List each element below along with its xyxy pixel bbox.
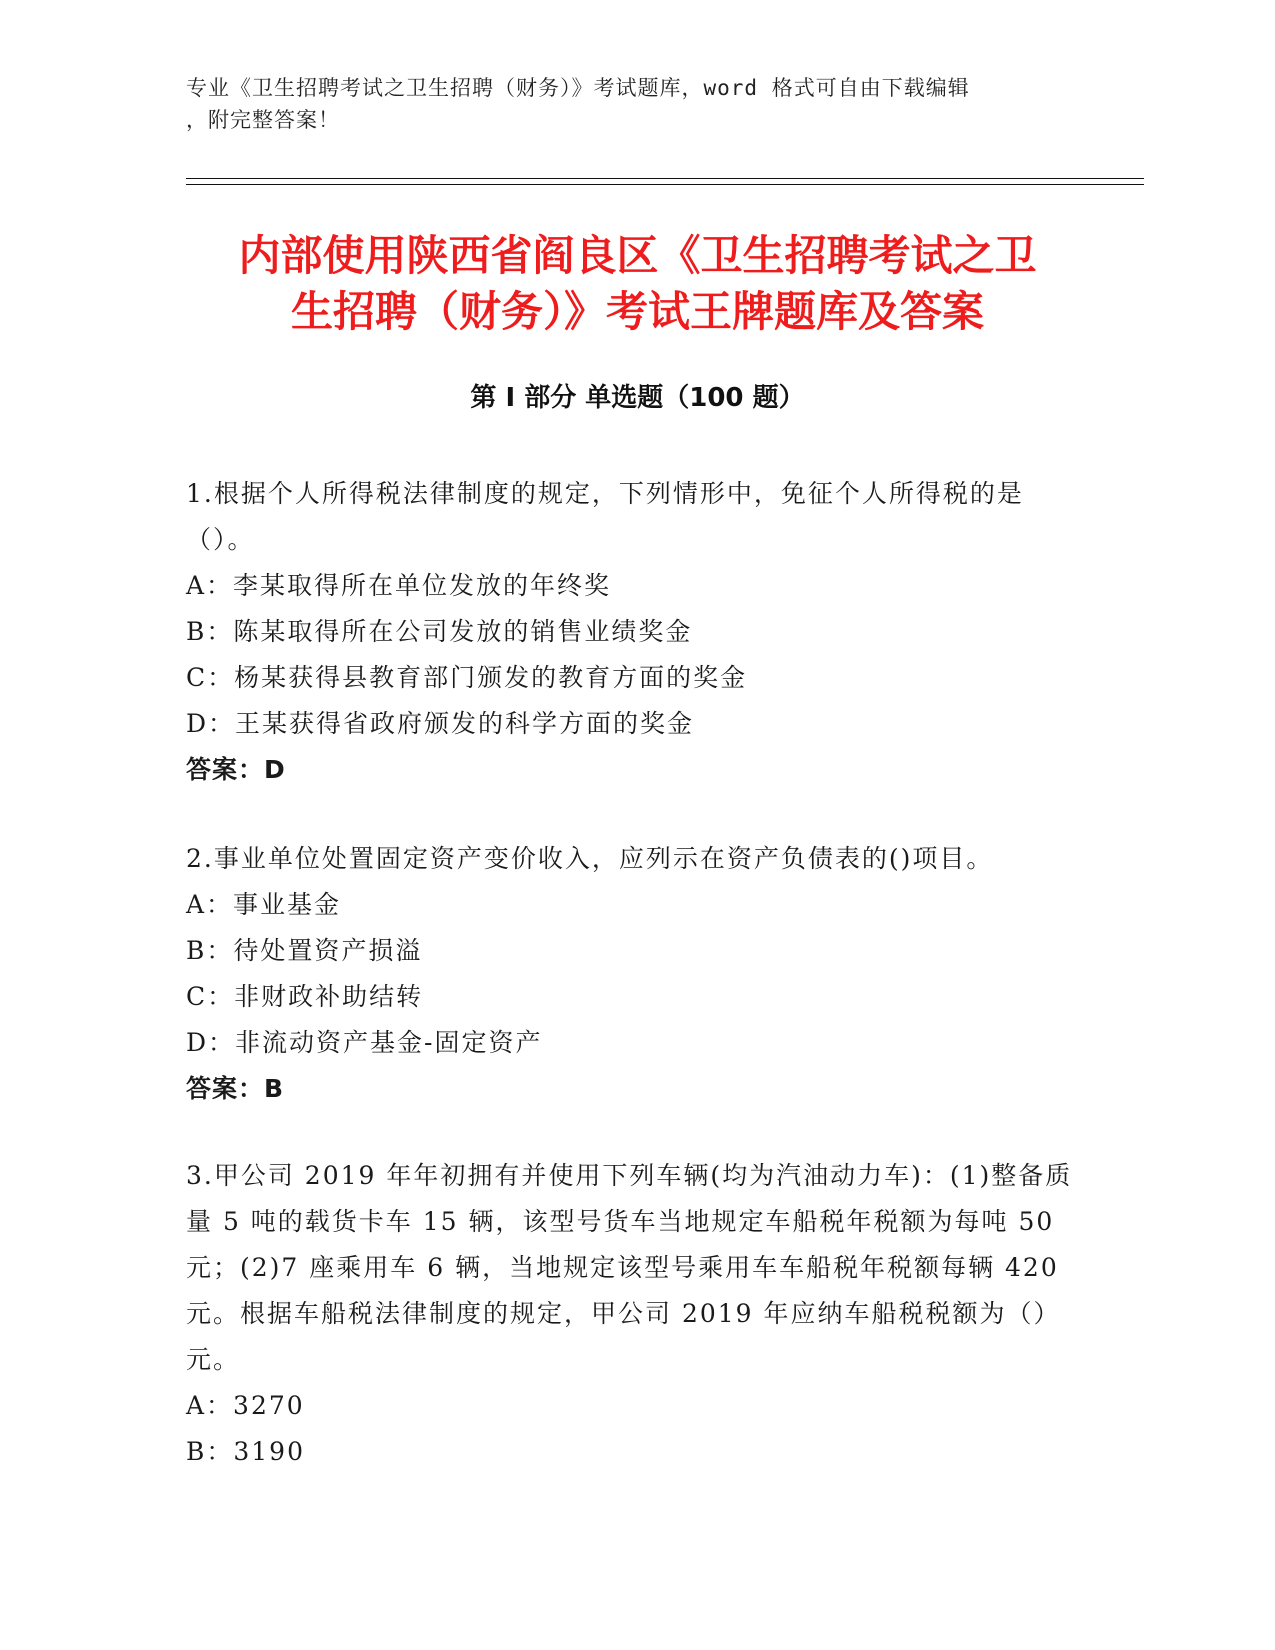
document-title-line-1: 内部使用陕西省阎良区《卫生招聘考试之卫 <box>238 231 1037 280</box>
header-note-line-2: ，附完整答案！ <box>186 108 340 132</box>
question-stem: 3.甲公司 2019 年年初拥有并使用下列车辆(均为汽油动力车)：(1)整备质量 5 吨的载货卡车 15 辆，该型号货车当地规定车船税年税额为每吨 50 元；(2)7 座乘用车 6 辆，当地规定该型号乘用车车船税年税额每辆 420 元。根据车船税法律制度的规定，甲公司 2019 年应纳车船税税额为（）元。 <box>186 1161 1073 1374</box>
question-block <box>186 836 1086 1112</box>
option-b: B：待处置资产损溢 <box>186 936 423 965</box>
header-note-line-1: 专业《卫生招聘考试之卫生招聘（财务）》考试题库，word 格式可自由下载编辑 <box>186 76 970 100</box>
header-divider-top <box>186 178 1144 179</box>
header-note <box>186 72 1086 136</box>
question-stem: 1.根据个人所得税法律制度的规定，下列情形中，免征个人所得税的是（）。 <box>186 479 1024 554</box>
option-b: B：陈某取得所在公司发放的销售业绩奖金 <box>186 617 693 646</box>
document-title-line-2: 生招聘（财务）》考试王牌题库及答案 <box>290 287 984 336</box>
header-divider-bottom <box>186 184 1144 185</box>
option-c: C：杨某获得县教育部门颁发的教育方面的奖金 <box>186 663 748 692</box>
answer-line: 答案：B <box>186 1074 285 1103</box>
answer-line: 答案：D <box>186 755 286 784</box>
option-a: A：李某取得所在单位发放的年终奖 <box>186 571 612 600</box>
option-b: B：3190 <box>186 1437 305 1466</box>
question-block <box>186 1153 1086 1475</box>
option-a: A：事业基金 <box>186 890 342 919</box>
option-d: D：王某获得省政府颁发的科学方面的奖金 <box>186 709 695 738</box>
question-stem: 2.事业单位处置固定资产变价收入，应列示在资产负债表的()项目。 <box>186 844 994 873</box>
document-title <box>150 228 1125 340</box>
section-heading: 第 I 部分 单选题（100 题） <box>470 383 805 413</box>
option-d: D：非流动资产基金-固定资产 <box>186 1028 543 1057</box>
option-c: C：非财政补助结转 <box>186 982 424 1011</box>
question-block <box>186 471 1086 793</box>
option-a: A：3270 <box>186 1391 305 1420</box>
